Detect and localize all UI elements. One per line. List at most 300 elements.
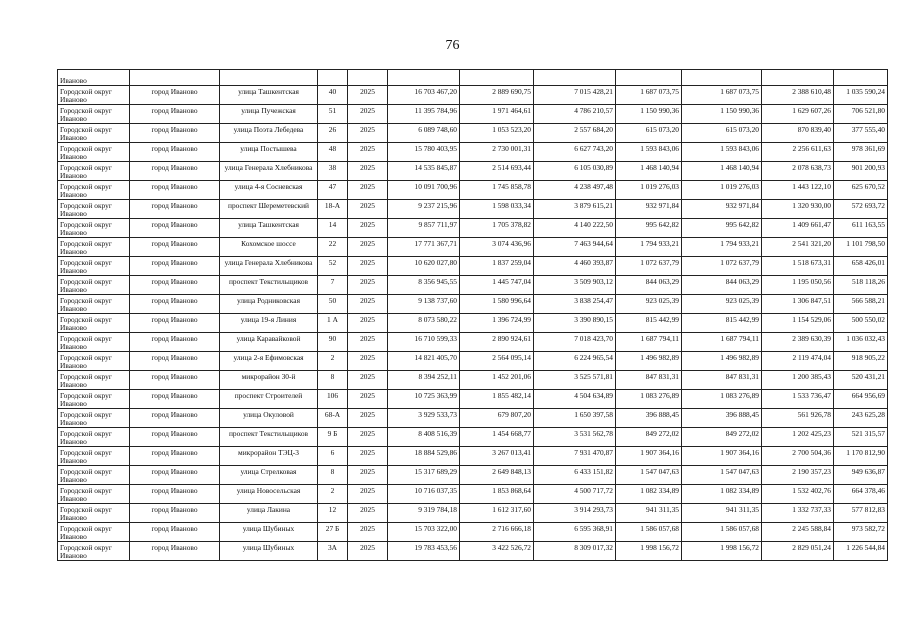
- cell-city: город Иваново: [130, 371, 220, 390]
- cell-value-4: 615 073,20: [616, 124, 682, 143]
- cell-value-6: 870 839,40: [762, 124, 834, 143]
- table-row: [58, 162, 888, 181]
- cell-street: улица Стрелковая: [220, 466, 318, 485]
- cell-total-cost: 16 703 467,20: [388, 86, 460, 105]
- cell-value-3: 7 931 470,87: [534, 447, 616, 466]
- table-row: [58, 181, 888, 200]
- cell-empty: [682, 70, 762, 86]
- cell-value-7: 521 315,57: [834, 428, 888, 447]
- page-number: 76: [445, 38, 460, 53]
- cell-value-3: 4 238 497,48: [534, 181, 616, 200]
- cell-value-2: 2 564 095,14: [460, 352, 534, 371]
- cell-value-6: 1 202 425,23: [762, 428, 834, 447]
- cell-value-3: 3 879 615,21: [534, 200, 616, 219]
- cell-value-4: 1 468 140,94: [616, 162, 682, 181]
- cell-total-cost: 10 620 027,80: [388, 257, 460, 276]
- cell-value-6: 1 532 402,76: [762, 485, 834, 504]
- table-row: [58, 105, 888, 124]
- cell-year: 2025: [348, 295, 388, 314]
- table-row: [58, 485, 888, 504]
- cell-value-2: 2 730 001,31: [460, 143, 534, 162]
- cell-value-5: 1 586 057,68: [682, 523, 762, 542]
- cell-value-4: 923 025,39: [616, 295, 682, 314]
- cell-street: улица Ташкентская: [220, 219, 318, 238]
- cell-value-3: 3 838 254,47: [534, 295, 616, 314]
- cell-year: 2025: [348, 181, 388, 200]
- cell-value-7: 625 670,52: [834, 181, 888, 200]
- cell-value-6: 2 119 474,04: [762, 352, 834, 371]
- cell-okrug: Городской округ Иваново: [58, 542, 130, 561]
- cell-value-7: 500 550,02: [834, 314, 888, 333]
- cell-value-4: 1 019 276,03: [616, 181, 682, 200]
- cell-house: 68-А: [318, 409, 348, 428]
- cell-empty: [220, 70, 318, 86]
- cell-okrug: Городской округ Иваново: [58, 466, 130, 485]
- cell-total-cost: 9 857 711,97: [388, 219, 460, 238]
- cell-city: город Иваново: [130, 485, 220, 504]
- cell-empty: [130, 70, 220, 86]
- cell-city: город Иваново: [130, 447, 220, 466]
- cell-value-2: 679 807,20: [460, 409, 534, 428]
- cell-okrug: Городской округ Иваново: [58, 181, 130, 200]
- cell-city: город Иваново: [130, 124, 220, 143]
- cell-okrug: Городской округ Иваново: [58, 276, 130, 295]
- cell-value-5: 995 642,82: [682, 219, 762, 238]
- cell-okrug: Городской округ Иваново: [58, 295, 130, 314]
- cell-house: 3А: [318, 542, 348, 561]
- cell-value-6: 1 332 737,33: [762, 504, 834, 523]
- cell-year: 2025: [348, 86, 388, 105]
- cell-house: 8: [318, 466, 348, 485]
- cell-total-cost: 9 138 737,60: [388, 295, 460, 314]
- cell-year: 2025: [348, 219, 388, 238]
- cell-street: улица Окуловой: [220, 409, 318, 428]
- cell-value-5: 923 025,39: [682, 295, 762, 314]
- table-row: [58, 409, 888, 428]
- cell-value-5: 396 888,45: [682, 409, 762, 428]
- cell-total-cost: 9 319 784,18: [388, 504, 460, 523]
- table-row: [58, 390, 888, 409]
- cell-okrug: Городской округ Иваново: [58, 200, 130, 219]
- cell-value-6: 2 829 051,24: [762, 542, 834, 561]
- cell-value-7: 1 036 032,43: [834, 333, 888, 352]
- cell-empty: [318, 70, 348, 86]
- cell-value-7: 658 426,01: [834, 257, 888, 276]
- cell-value-5: 1 496 982,89: [682, 352, 762, 371]
- cell-value-2: 1 452 201,06: [460, 371, 534, 390]
- cell-house: 50: [318, 295, 348, 314]
- cell-value-3: 3 390 890,15: [534, 314, 616, 333]
- table-row: [58, 352, 888, 371]
- cell-value-3: 1 650 397,58: [534, 409, 616, 428]
- cell-value-6: 2 389 630,39: [762, 333, 834, 352]
- cell-empty: [460, 70, 534, 86]
- cell-value-6: 2 700 504,36: [762, 447, 834, 466]
- cell-value-4: 1 082 334,89: [616, 485, 682, 504]
- capital-repair-table: [57, 69, 888, 561]
- cell-year: 2025: [348, 352, 388, 371]
- cell-value-6: 2 245 588,84: [762, 523, 834, 542]
- cell-street: улица Генерала Хлебникова: [220, 162, 318, 181]
- cell-value-6: 1 306 847,51: [762, 295, 834, 314]
- cell-city: город Иваново: [130, 238, 220, 257]
- cell-year: 2025: [348, 390, 388, 409]
- cell-value-4: 1 794 933,21: [616, 238, 682, 257]
- cell-value-4: 1 586 057,68: [616, 523, 682, 542]
- cell-value-7: 566 588,21: [834, 295, 888, 314]
- cell-value-3: 2 557 684,20: [534, 124, 616, 143]
- cell-street: проспект Текстильщиков: [220, 428, 318, 447]
- cell-city: город Иваново: [130, 523, 220, 542]
- cell-value-7: 572 693,72: [834, 200, 888, 219]
- cell-value-4: 815 442,99: [616, 314, 682, 333]
- cell-value-3: 4 504 634,89: [534, 390, 616, 409]
- cell-total-cost: 8 394 252,11: [388, 371, 460, 390]
- table-row: [58, 333, 888, 352]
- table-row: [58, 143, 888, 162]
- cell-total-cost: 8 408 516,39: [388, 428, 460, 447]
- cell-year: 2025: [348, 238, 388, 257]
- cell-house: 7: [318, 276, 348, 295]
- table-row: [58, 276, 888, 295]
- cell-value-6: 2 256 611,63: [762, 143, 834, 162]
- cell-house: 48: [318, 143, 348, 162]
- cell-value-3: 4 500 717,72: [534, 485, 616, 504]
- cell-value-6: 2 078 638,73: [762, 162, 834, 181]
- cell-value-4: 1 687 073,75: [616, 86, 682, 105]
- cell-okrug: Городской округ Иваново: [58, 124, 130, 143]
- cell-okrug: Городской округ Иваново: [58, 352, 130, 371]
- cell-street: улица Пучежская: [220, 105, 318, 124]
- table-row: [58, 314, 888, 333]
- cell-value-4: 932 971,84: [616, 200, 682, 219]
- cell-value-5: 1 687 073,75: [682, 86, 762, 105]
- cell-value-5: 844 063,29: [682, 276, 762, 295]
- cell-year: 2025: [348, 162, 388, 181]
- cell-house: 1 А: [318, 314, 348, 333]
- cell-okrug: Городской округ Иваново: [58, 162, 130, 181]
- cell-house: 27 Б: [318, 523, 348, 542]
- cell-value-7: 1 101 798,50: [834, 238, 888, 257]
- cell-city: город Иваново: [130, 105, 220, 124]
- cell-house: 8: [318, 371, 348, 390]
- cell-city: город Иваново: [130, 181, 220, 200]
- cell-value-3: 6 224 965,54: [534, 352, 616, 371]
- cell-value-4: 396 888,45: [616, 409, 682, 428]
- cell-value-5: 815 442,99: [682, 314, 762, 333]
- cell-total-cost: 17 771 367,71: [388, 238, 460, 257]
- cell-city: город Иваново: [130, 86, 220, 105]
- cell-value-2: 2 716 666,18: [460, 523, 534, 542]
- cell-value-3: 6 105 030,89: [534, 162, 616, 181]
- cell-value-6: 1 409 661,47: [762, 219, 834, 238]
- cell-value-4: 995 642,82: [616, 219, 682, 238]
- table-row: [58, 257, 888, 276]
- cell-value-7: 1 226 544,84: [834, 542, 888, 561]
- cell-okrug: Городской округ Иваново: [58, 105, 130, 124]
- cell-value-7: 949 636,87: [834, 466, 888, 485]
- cell-year: 2025: [348, 371, 388, 390]
- cell-city: город Иваново: [130, 314, 220, 333]
- cell-value-3: 8 309 017,32: [534, 542, 616, 561]
- cell-street: улица Новосельская: [220, 485, 318, 504]
- cell-street: улица Постышева: [220, 143, 318, 162]
- cell-value-7: 973 582,72: [834, 523, 888, 542]
- table-row: [58, 200, 888, 219]
- cell-value-3: 6 433 151,82: [534, 466, 616, 485]
- cell-value-4: 1 907 364,16: [616, 447, 682, 466]
- cell-okrug: Городской округ Иваново: [58, 143, 130, 162]
- table-row: [58, 504, 888, 523]
- cell-okrug: Городской округ Иваново: [58, 219, 130, 238]
- table-row: [58, 466, 888, 485]
- cell-value-5: 1 083 276,89: [682, 390, 762, 409]
- cell-value-2: 1 855 482,14: [460, 390, 534, 409]
- cell-city: город Иваново: [130, 257, 220, 276]
- cell-house: 51: [318, 105, 348, 124]
- cell-street: улица Ташкентская: [220, 86, 318, 105]
- cell-year: 2025: [348, 276, 388, 295]
- cell-total-cost: 8 073 580,22: [388, 314, 460, 333]
- cell-value-3: 4 786 210,57: [534, 105, 616, 124]
- cell-okrug: Городской округ Иваново: [58, 257, 130, 276]
- cell-total-cost: 16 710 599,33: [388, 333, 460, 352]
- cell-value-5: 1 998 156,72: [682, 542, 762, 561]
- table-row: [58, 238, 888, 257]
- cell-total-cost: 15 317 689,29: [388, 466, 460, 485]
- cell-value-5: 1 150 990,36: [682, 105, 762, 124]
- table-row: [58, 219, 888, 238]
- cell-value-5: 941 311,35: [682, 504, 762, 523]
- cell-house: 90: [318, 333, 348, 352]
- cell-year: 2025: [348, 466, 388, 485]
- cell-total-cost: 10 716 037,35: [388, 485, 460, 504]
- cell-year: 2025: [348, 105, 388, 124]
- cell-okrug: Городской округ Иваново: [58, 447, 130, 466]
- cell-house: 40: [318, 86, 348, 105]
- cell-total-cost: 14 535 845,87: [388, 162, 460, 181]
- cell-value-2: 1 837 259,04: [460, 257, 534, 276]
- cell-value-5: 849 272,02: [682, 428, 762, 447]
- cell-city: город Иваново: [130, 409, 220, 428]
- cell-okrug: Городской округ Иваново: [58, 314, 130, 333]
- cell-value-7: 377 555,40: [834, 124, 888, 143]
- cell-value-3: 4 460 393,87: [534, 257, 616, 276]
- table-row: [58, 523, 888, 542]
- cell-value-2: 1 971 464,61: [460, 105, 534, 124]
- cell-value-2: 1 580 996,64: [460, 295, 534, 314]
- cell-value-2: 2 514 693,44: [460, 162, 534, 181]
- cell-value-4: 941 311,35: [616, 504, 682, 523]
- cell-total-cost: 19 783 453,56: [388, 542, 460, 561]
- cell-value-7: 577 812,83: [834, 504, 888, 523]
- cell-street: улица Поэта Лебедева: [220, 124, 318, 143]
- cell-total-cost: 11 395 784,96: [388, 105, 460, 124]
- cell-okrug: Городской округ Иваново: [58, 86, 130, 105]
- table-row-continued: [58, 70, 888, 86]
- cell-value-2: 2 890 924,61: [460, 333, 534, 352]
- cell-street: Кохомское шоссе: [220, 238, 318, 257]
- cell-total-cost: 10 091 700,96: [388, 181, 460, 200]
- cell-street: улица 2-я Ефимовская: [220, 352, 318, 371]
- cell-total-cost: 18 884 529,86: [388, 447, 460, 466]
- cell-value-5: 1 019 276,03: [682, 181, 762, 200]
- cell-value-3: 7 463 944,64: [534, 238, 616, 257]
- cell-street: проспект Текстильщиков: [220, 276, 318, 295]
- cell-empty: [834, 70, 888, 86]
- cell-year: 2025: [348, 257, 388, 276]
- cell-city: город Иваново: [130, 200, 220, 219]
- cell-house: 9 Б: [318, 428, 348, 447]
- cell-value-5: 1 072 637,79: [682, 257, 762, 276]
- cell-total-cost: 9 237 215,96: [388, 200, 460, 219]
- cell-street: микрорайон 30-й: [220, 371, 318, 390]
- table-row: [58, 447, 888, 466]
- cell-city: город Иваново: [130, 219, 220, 238]
- cell-okrug: Городской округ Иваново: [58, 238, 130, 257]
- cell-value-7: 918 905,22: [834, 352, 888, 371]
- cell-street: улица Каравайковой: [220, 333, 318, 352]
- cell-city: город Иваново: [130, 428, 220, 447]
- cell-house: 12: [318, 504, 348, 523]
- table-row: [58, 124, 888, 143]
- cell-value-5: 932 971,84: [682, 200, 762, 219]
- cell-total-cost: 15 780 403,95: [388, 143, 460, 162]
- cell-value-5: 1 907 364,16: [682, 447, 762, 466]
- cell-year: 2025: [348, 428, 388, 447]
- cell-street: улица Родниковская: [220, 295, 318, 314]
- cell-value-3: 3 914 293,73: [534, 504, 616, 523]
- cell-okrug: Городской округ Иваново: [58, 523, 130, 542]
- cell-value-4: 1 083 276,89: [616, 390, 682, 409]
- cell-year: 2025: [348, 143, 388, 162]
- cell-city: город Иваново: [130, 390, 220, 409]
- cell-city: город Иваново: [130, 295, 220, 314]
- cell-value-4: 1 496 982,89: [616, 352, 682, 371]
- cell-value-2: 3 422 526,72: [460, 542, 534, 561]
- cell-street: проспект Строителей: [220, 390, 318, 409]
- cell-value-5: 1 687 794,11: [682, 333, 762, 352]
- cell-street: улица Генерала Хлебникова: [220, 257, 318, 276]
- cell-value-5: 1 468 140,94: [682, 162, 762, 181]
- cell-house: 26: [318, 124, 348, 143]
- cell-year: 2025: [348, 485, 388, 504]
- cell-total-cost: 15 703 322,00: [388, 523, 460, 542]
- cell-value-4: 1 547 047,63: [616, 466, 682, 485]
- cell-value-6: 2 190 357,23: [762, 466, 834, 485]
- cell-city: город Иваново: [130, 333, 220, 352]
- cell-value-4: 1 072 637,79: [616, 257, 682, 276]
- cell-value-6: 1 629 607,26: [762, 105, 834, 124]
- cell-value-2: 1 445 747,04: [460, 276, 534, 295]
- table-row: [58, 86, 888, 105]
- cell-value-4: 1 150 990,36: [616, 105, 682, 124]
- cell-year: 2025: [348, 504, 388, 523]
- cell-value-4: 1 998 156,72: [616, 542, 682, 561]
- table-row: [58, 542, 888, 561]
- cell-value-3: 4 140 222,50: [534, 219, 616, 238]
- cell-value-5: 1 547 047,63: [682, 466, 762, 485]
- cell-year: 2025: [348, 333, 388, 352]
- cell-total-cost: 14 821 405,70: [388, 352, 460, 371]
- cell-value-5: 615 073,20: [682, 124, 762, 143]
- cell-street: улица Лакина: [220, 504, 318, 523]
- cell-year: 2025: [348, 523, 388, 542]
- cell-year: 2025: [348, 314, 388, 333]
- cell-value-7: 520 431,21: [834, 371, 888, 390]
- cell-year: 2025: [348, 542, 388, 561]
- cell-value-2: 1 745 858,78: [460, 181, 534, 200]
- cell-house: 2: [318, 352, 348, 371]
- cell-value-7: 901 200,93: [834, 162, 888, 181]
- cell-value-3: 3 509 903,12: [534, 276, 616, 295]
- cell-year: 2025: [348, 124, 388, 143]
- cell-value-6: 1 195 050,56: [762, 276, 834, 295]
- cell-value-5: 847 831,31: [682, 371, 762, 390]
- cell-house: 18-А: [318, 200, 348, 219]
- cell-value-2: 1 612 317,60: [460, 504, 534, 523]
- cell-value-3: 7 015 428,21: [534, 86, 616, 105]
- cell-value-2: 1 853 868,64: [460, 485, 534, 504]
- cell-total-cost: 10 725 363,99: [388, 390, 460, 409]
- cell-value-2: 2 889 690,75: [460, 86, 534, 105]
- cell-value-7: 611 163,55: [834, 219, 888, 238]
- cell-value-2: 1 598 033,34: [460, 200, 534, 219]
- cell-house: 52: [318, 257, 348, 276]
- cell-value-7: 664 956,69: [834, 390, 888, 409]
- table-row: [58, 428, 888, 447]
- cell-value-6: 561 926,78: [762, 409, 834, 428]
- cell-value-6: 2 541 321,20: [762, 238, 834, 257]
- cell-year: 2025: [348, 200, 388, 219]
- cell-value-7: 706 521,80: [834, 105, 888, 124]
- cell-street: улица Шубиных: [220, 523, 318, 542]
- cell-value-6: 2 388 610,48: [762, 86, 834, 105]
- table-body: [58, 70, 888, 561]
- cell-value-2: 2 649 848,13: [460, 466, 534, 485]
- cell-house: 22: [318, 238, 348, 257]
- cell-city: город Иваново: [130, 162, 220, 181]
- cell-value-7: 518 118,26: [834, 276, 888, 295]
- cell-value-7: 1 170 812,90: [834, 447, 888, 466]
- cell-street: улица 19-я Линия: [220, 314, 318, 333]
- cell-value-7: 243 625,28: [834, 409, 888, 428]
- cell-total-cost: 6 089 748,60: [388, 124, 460, 143]
- cell-year: 2025: [348, 409, 388, 428]
- cell-value-6: 1 533 736,47: [762, 390, 834, 409]
- cell-year: 2025: [348, 447, 388, 466]
- cell-okrug: Городской округ Иваново: [58, 390, 130, 409]
- cell-value-2: 1 454 668,77: [460, 428, 534, 447]
- cell-value-7: 664 378,46: [834, 485, 888, 504]
- cell-value-5: 1 082 334,89: [682, 485, 762, 504]
- cell-value-4: 849 272,02: [616, 428, 682, 447]
- cell-value-5: 1 593 843,06: [682, 143, 762, 162]
- cell-value-4: 844 063,29: [616, 276, 682, 295]
- cell-value-2: 1 396 724,99: [460, 314, 534, 333]
- cell-city: город Иваново: [130, 352, 220, 371]
- cell-city: город Иваново: [130, 466, 220, 485]
- cell-value-6: 1 320 930,00: [762, 200, 834, 219]
- cell-value-3: 6 595 368,91: [534, 523, 616, 542]
- cell-empty: [388, 70, 460, 86]
- cell-value-5: 1 794 933,21: [682, 238, 762, 257]
- cell-value-7: 978 361,69: [834, 143, 888, 162]
- cell-value-4: 1 687 794,11: [616, 333, 682, 352]
- cell-okrug: Городской округ Иваново: [58, 371, 130, 390]
- cell-house: 14: [318, 219, 348, 238]
- cell-okrug: Городской округ Иваново: [58, 409, 130, 428]
